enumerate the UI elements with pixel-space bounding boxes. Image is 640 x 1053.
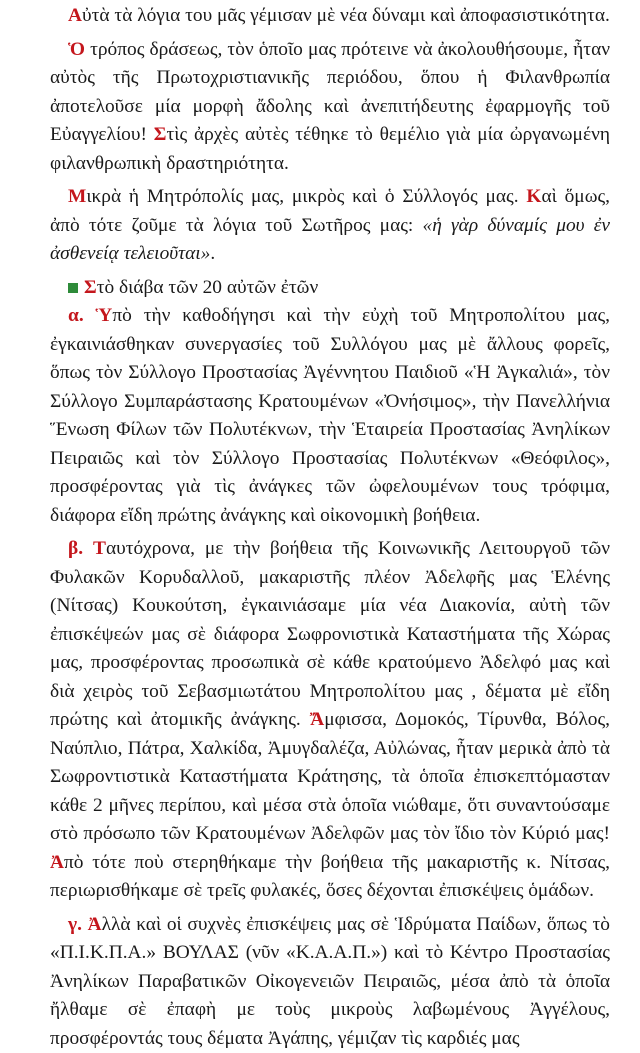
item-label: α. bbox=[68, 305, 84, 326]
drop-letter: Ὁ bbox=[68, 39, 85, 60]
drop-letter: Τ bbox=[93, 538, 106, 559]
section-heading bbox=[50, 274, 610, 303]
paragraph-text: αυτόχρονα, με τὴν βοήθεια τῆς Κοινωνικῆς Λειτουργοῦ τῶν Φυλακῶν Κορυδαλλοῦ, μακαριστῆς πλέον Ἀδελφῆς μας Ἑλένης (Νίτσας) Κουκούτση, ἐγκαινιάσαμε μία νέα Διακονία, αὐτὴ τῶν ἐπισκέψεών μας σὲ διάφορα Σωφρονιστικὰ Καταστήματα τῆς Χώρας μας, προσφέροντας προσωπικὰ σὲ κάθε κρατούμενο Ἀδελφό μας καὶ διὰ χειρὸς τοῦ Σεβασμιωτάτου Μητροπολίτου μας , δέματα μὲ εἴδη πρώτης καὶ ἀτομικῆς ἀνάγκης. bbox=[50, 538, 610, 730]
item-label: γ. bbox=[68, 914, 82, 935]
drop-letter: Ἀ bbox=[88, 914, 102, 935]
heading-text: τὸ διάβα τῶν 20 αὐτῶν ἐτῶν bbox=[97, 277, 319, 298]
paragraph-text: μφισσα, Δομοκός, Τίρυνθα, Βόλος, Ναύπλιο, Πάτρα, Χαλκίδα, Ἀμυγδαλέζα, Αὐλώνας, ἦταν μερικὰ ἀπὸ τὰ Σωφροντιστικὰ Καταστήματα Κράτησης, τὰ ὁποῖα ἐπισκεπτόμασταν κάθε 2 μῆνες περίπου, καὶ μέσα στὰ ὁποῖα νιώθαμε, ὅτι συναντούσαμε στὸ πρόσωπο τῶν Κρατουμένων Ἀδελφῶν μας τὸν ἴδιο τὸν Κύριό μας! bbox=[50, 709, 610, 844]
paragraph-1 bbox=[50, 2, 610, 31]
paragraph-text: πὸ τότε ποὺ στερηθήκαμε τὴν βοήθεια τῆς μακαριστῆς κ. Νίτσας, περιωρισθήκαμε σὲ τρεῖς φυλακές, ὅσες δέχονται ἐπισκέψεις ὁμάδων. bbox=[50, 852, 610, 902]
scripture-quote: «ἡ γὰρ δύναμίς μου ἐν ἀσθενείᾳ τελειοῦται» bbox=[50, 215, 610, 265]
drop-letter: Σ bbox=[154, 124, 167, 145]
paragraph-c bbox=[50, 911, 610, 1053]
item-label: β. bbox=[68, 538, 83, 559]
paragraph-text: πὸ τὴν καθοδήγησι καὶ τὴν εὐχὴ τοῦ Μητροπολίτου μας, ἐγκαινιάσθηκαν συνεργασίες τοῦ Συλλόγου μας μὲ ἄλλους φορεῖς, ὅπως τὸν Σύλλογο Προστασίας Ἀγέννητου Παιδιοῦ «Ἡ Ἀγκαλιά», τὸν Σύλλογο Συμπαράστασης Κρατουμένων «Ὀνήσιμος», τὴν Πανελλήνια Ἕνωση Φίλων τῶν Πολυτέκνων, τὴν Ἑταιρεία Προστασίας Ἀνηλίκων Πειραιῶς καὶ τὸν Σύλλογο Προστασίας Πολυτέκνων «Θεόφιλος», προσφέροντας γιὰ τὶς ἀνάγκες τῶν ὠφελουμένων τους τρόφιμα, διάφορα εἴδη πρώτης ἀνάγκης καὶ οἰκονομικὴ βοήθεια. bbox=[50, 305, 610, 526]
paragraph-text: τρόπος δράσεως, τὸν ὁποῖο μας πρότεινε νὰ ἀκολουθήσουμε, ἦταν αὐτὸς τῆς Πρωτοχριστιανικῆς περιόδου, ὅπου ἡ Φιλανθρωπία ἀποτελοῦσε μία μορφὴ ἄδολης καὶ ἀνεπιτήδευτης ἐφαρμογῆς τοῦ Εὐαγγελίου! bbox=[50, 39, 610, 146]
drop-letter: Ἀ bbox=[50, 852, 64, 873]
drop-letter: Ὑ bbox=[96, 305, 113, 326]
drop-letter: Ἄ bbox=[310, 709, 324, 730]
paragraph-2 bbox=[50, 36, 610, 179]
paragraph-text: ὐτὰ τὰ λόγια του μᾶς γέμισαν μὲ νέα δύναμι καὶ ἀποφασιστικότητα. bbox=[82, 5, 610, 26]
paragraph-a bbox=[50, 302, 610, 530]
paragraph-3 bbox=[50, 183, 610, 269]
drop-letter: Μ bbox=[68, 186, 86, 207]
square-bullet-icon bbox=[68, 283, 78, 293]
paragraph-text: τὶς ἀρχὲς αὐτὲς τέθηκε τὸ θεμέλιο γιὰ μία ὠργανωμένη φιλανθρωπικὴ δραστηριότητα. bbox=[50, 124, 610, 174]
paragraph-text: αὶ ὅμως, ἀπὸ τότε ζοῦμε τὰ λόγια τοῦ Σωτῆρος μας: bbox=[50, 186, 610, 236]
paragraph-text: ικρὰ ἡ Μητρόπολίς μας, μικρὸς καὶ ὁ Σύλλογός μας. bbox=[86, 186, 526, 207]
drop-letter: Κ bbox=[526, 186, 541, 207]
drop-letter: Α bbox=[68, 5, 82, 26]
drop-letter: Σ bbox=[84, 277, 97, 298]
paragraph-b bbox=[50, 535, 610, 906]
paragraph-text: . bbox=[210, 243, 215, 264]
paragraph-text: λλὰ καὶ οἱ συχνὲς ἐπισκέψεις μας σὲ Ἱδρύματα Παίδων, ὅπως τὸ «Π.Ι.Κ.Π.Α.» ΒΟΥΛΑΣ (νῦν «Κ.Α.Α.Π.») καὶ τὸ Κέντρο Προστασίας Ἀνηλίκων Παραβατικῶν Οἰκογενειῶν Πειραιῶς, μέσα ἀπὸ τὰ ὁποῖα ἤλθαμε σὲ ἐπαφὴ με τοὺς μικροὺς λαβωμένους Ἀγγέλους, προσφέροντάς τους δέματα Ἀγάπης, γέμιζαν τὶς καρδιές μας bbox=[50, 914, 610, 1049]
